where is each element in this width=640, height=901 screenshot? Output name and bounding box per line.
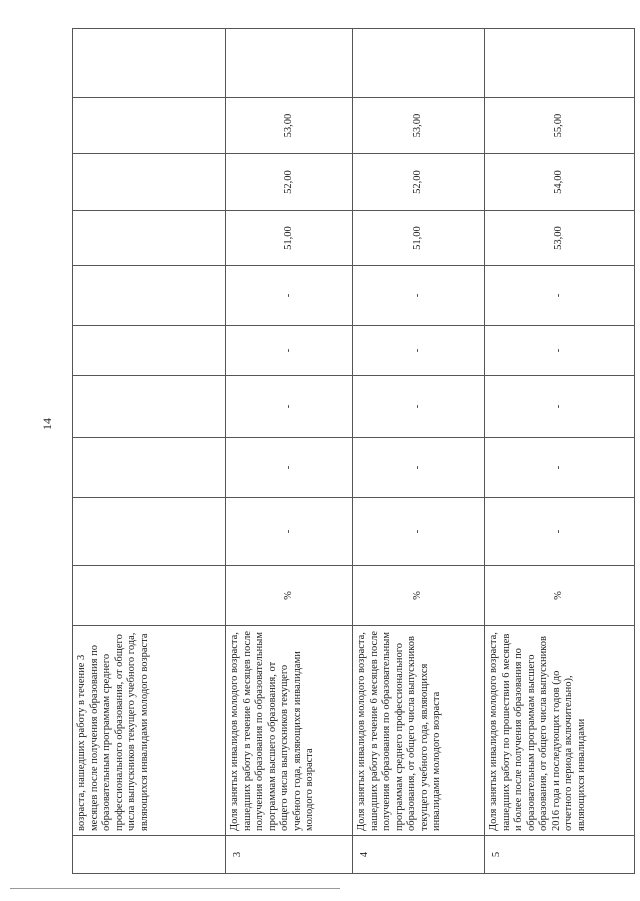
indicator-table [72, 28, 635, 874]
value-cell [485, 29, 635, 98]
value-cell [73, 326, 226, 376]
value-cell: - [226, 438, 353, 498]
value-cell [73, 266, 226, 326]
value-cell: 53,00 [485, 211, 635, 266]
row-number: 3 [226, 836, 353, 874]
unit-cell [73, 566, 226, 626]
unit-cell: % [353, 566, 485, 626]
table-row [226, 29, 353, 874]
value-cell: 53,00 [226, 98, 353, 154]
indicator-table-wrapper [72, 29, 634, 874]
row-number [73, 836, 226, 874]
value-cell: - [353, 498, 485, 566]
indicator-description: Доля занятых инвалидов молодого возраста, нашедших работу в течение 6 месяцев после получения образования по образовательным программам среднего профессионального образования, от общего числа выпускников текущего учебного года, являющихся инвалидами молодого возраста [353, 626, 485, 836]
value-cell: - [353, 376, 485, 438]
value-cell [353, 29, 485, 98]
value-cell [73, 29, 226, 98]
indicator-description: Доля занятых инвалидов молодого возраста, нашедших работу по прошествии 6 месяцев и более после получения образования по образовательным программам высшего образования, от общего числа выпускников 2016 года и последующих годов (до отчетного периода включительно), являющихся инвалидами [485, 626, 635, 836]
page-number: 14 [40, 418, 54, 430]
value-cell: - [485, 266, 635, 326]
value-cell: 53,00 [353, 98, 485, 154]
value-cell: - [353, 326, 485, 376]
value-cell [73, 376, 226, 438]
value-cell [226, 29, 353, 98]
value-cell: 51,00 [226, 211, 353, 266]
table-row [73, 29, 226, 874]
value-cell: - [226, 376, 353, 438]
table-row [485, 29, 635, 874]
value-cell: - [485, 498, 635, 566]
value-cell: - [485, 376, 635, 438]
unit-cell: % [485, 566, 635, 626]
row-number: 4 [353, 836, 485, 874]
value-cell [73, 498, 226, 566]
indicator-description: возраста, нашедших работу в течение 3 месяцев после получения образования по образовательным программам среднего профессионального образования, от общего числа выпускников текущего учебного года, являющихся инвалидами молодого возраста [73, 626, 226, 836]
value-cell [73, 154, 226, 211]
value-cell [73, 211, 226, 266]
row-number: 5 [485, 836, 635, 874]
value-cell: - [485, 326, 635, 376]
value-cell [73, 438, 226, 498]
value-cell [73, 98, 226, 154]
value-cell: - [226, 266, 353, 326]
value-cell: 52,00 [226, 154, 353, 211]
unit-cell: % [226, 566, 353, 626]
page-bottom-rule [10, 888, 340, 889]
value-cell: - [226, 498, 353, 566]
value-cell: 51,00 [353, 211, 485, 266]
value-cell: 52,00 [353, 154, 485, 211]
value-cell: - [485, 438, 635, 498]
value-cell: - [353, 266, 485, 326]
table-row [353, 29, 485, 874]
value-cell: - [353, 438, 485, 498]
value-cell: 55,00 [485, 98, 635, 154]
indicator-description: Доля занятых инвалидов молодого возраста, нашедших работу в течение 6 месяцев после получения образования по образовательным программам высшего образования, от общего числа выпускников текущего учебного года, являющихся инвалидами молодого возраста [226, 626, 353, 836]
value-cell: 54,00 [485, 154, 635, 211]
value-cell: - [226, 326, 353, 376]
